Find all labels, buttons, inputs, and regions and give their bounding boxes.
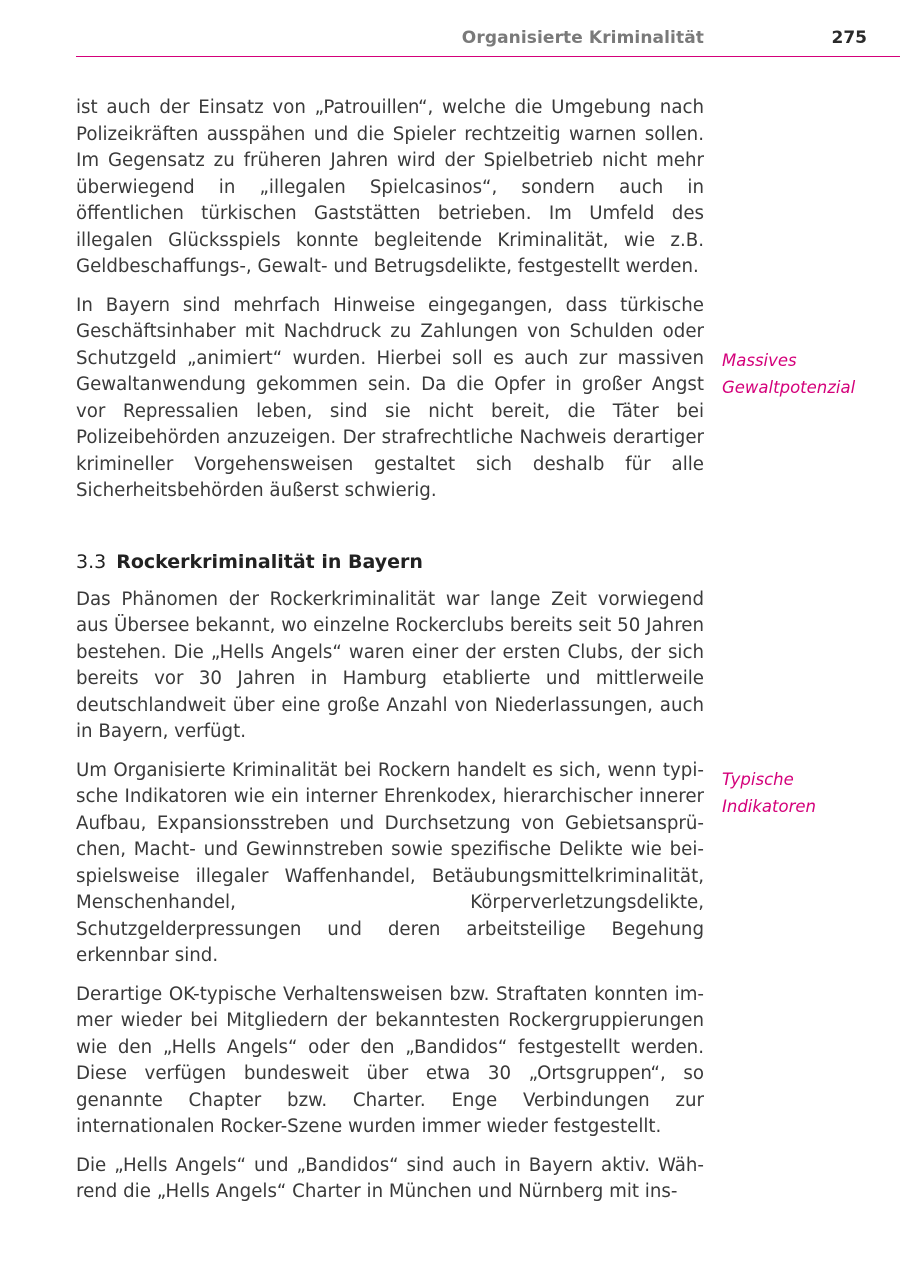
paragraph: Derartige OK-typische Verhaltensweisen bzw. Straftaten konnten immer wieder bei Mitgliedern der bekanntesten Rockergruppierungen wie den „Hells Angels“ oder den „Bandidos“ festgestellt werden. Diese verfügen bundesweit über etwa 30 „Ortsgruppen“, so genannte Chapter bzw. Charter. Enge Verbindungen zur internationalen Rocker-Szene wurden immer wieder festgestellt. — [76, 983, 704, 1137]
marginal-note-typische-indikatoren — [722, 767, 892, 820]
marginal-note-line: Typische — [722, 770, 794, 789]
marginal-note-line: Indikatoren — [722, 796, 817, 816]
running-title: Organisierte Kriminalität — [461, 28, 704, 48]
body-text — [76, 95, 704, 1218]
section-number: 3.3 — [76, 550, 107, 573]
paragraph: Die „Hells Angels“ und „Bandidos“ sind auch in Bayern aktiv. Während die „Hells Angels“ Charter in München und Nürnberg mit ins- — [76, 1154, 704, 1202]
paragraph: Um Organisierte Kriminalität bei Rockern handelt es sich, wenn typische Indikatoren wie ein interner Ehrenkodex, hierarchischer innerer Aufbau, Expansionsstreben und Durchsetzung von Gebietsansprüchen, Macht- und Gewinnstreben sowie spezifische Delikte wie beispielsweise illegaler Waffenhandel, Betäubungsmittelkriminalität, Menschenhandel, Körperverletzungsdelikte, Schutzgelderpressungen und deren arbeitsteilige Begehung erkennbar sind. — [76, 759, 704, 966]
section-heading — [76, 549, 704, 575]
marginal-note-line: Massives — [722, 351, 797, 370]
marginal-note-line: Gewaltpotenzial — [722, 377, 856, 397]
marginal-note-massives-gewaltpotenzial — [722, 348, 892, 401]
paragraph: ist auch der Einsatz von „Patrouillen“, welche die Umgebung nach Polizeikräften ausspähen und die Spieler rechtzeitig warnen sollen. Im Gegensatz zu früheren Jahren wird der Spielbetrieb nicht mehr überwiegend in „illegalen Spielcasinos“, sondern auch in öffentlichen türkischen Gaststätten betrieben. Im Umfeld des illegalen Glücksspiels konnte begleitende Kriminalität, wie z.B. Geldbeschaffungs-, Gewalt- und Betrugsdelikte, festgestellt werden. — [76, 97, 704, 277]
header-rule — [76, 56, 900, 57]
paragraph: In Bayern sind mehrfach Hinweise eingegangen, dass türkische Geschäftsinhaber mit Nachdruck zu Zahlungen von Schulden oder Schutzgeld „animiert“ wurden. Hierbei soll es auch zur massiven Gewaltanwendung gekommen sein. Da die Opfer in großer Angst vor Repressalien leben, sind sie nicht bereit, die Täter bei Polizeibehörden anzuzeigen. Der strafrechtliche Nachweis derartiger krimineller Vorgehensweisen gestaltet sich deshalb für alle Sicherheitsbehörden äußerst schwierig. — [76, 294, 704, 501]
section-title: Rockerkriminalität in Bayern — [116, 550, 423, 573]
page-number: 275 — [831, 28, 867, 48]
paragraph: Das Phänomen der Rockerkriminalität war lange Zeit vorwiegend aus Übersee bekannt, wo einzelne Rockerclubs bereits seit 50 Jahren bestehen. Die „Hells Angels“ waren einer der ersten Clubs, der sich bereits vor 30 Jahren in Hamburg etablierte und mittlerweile deutschlandweit über eine große Anzahl von Niederlassungen, auch in Bayern, verfügt. — [76, 588, 704, 742]
